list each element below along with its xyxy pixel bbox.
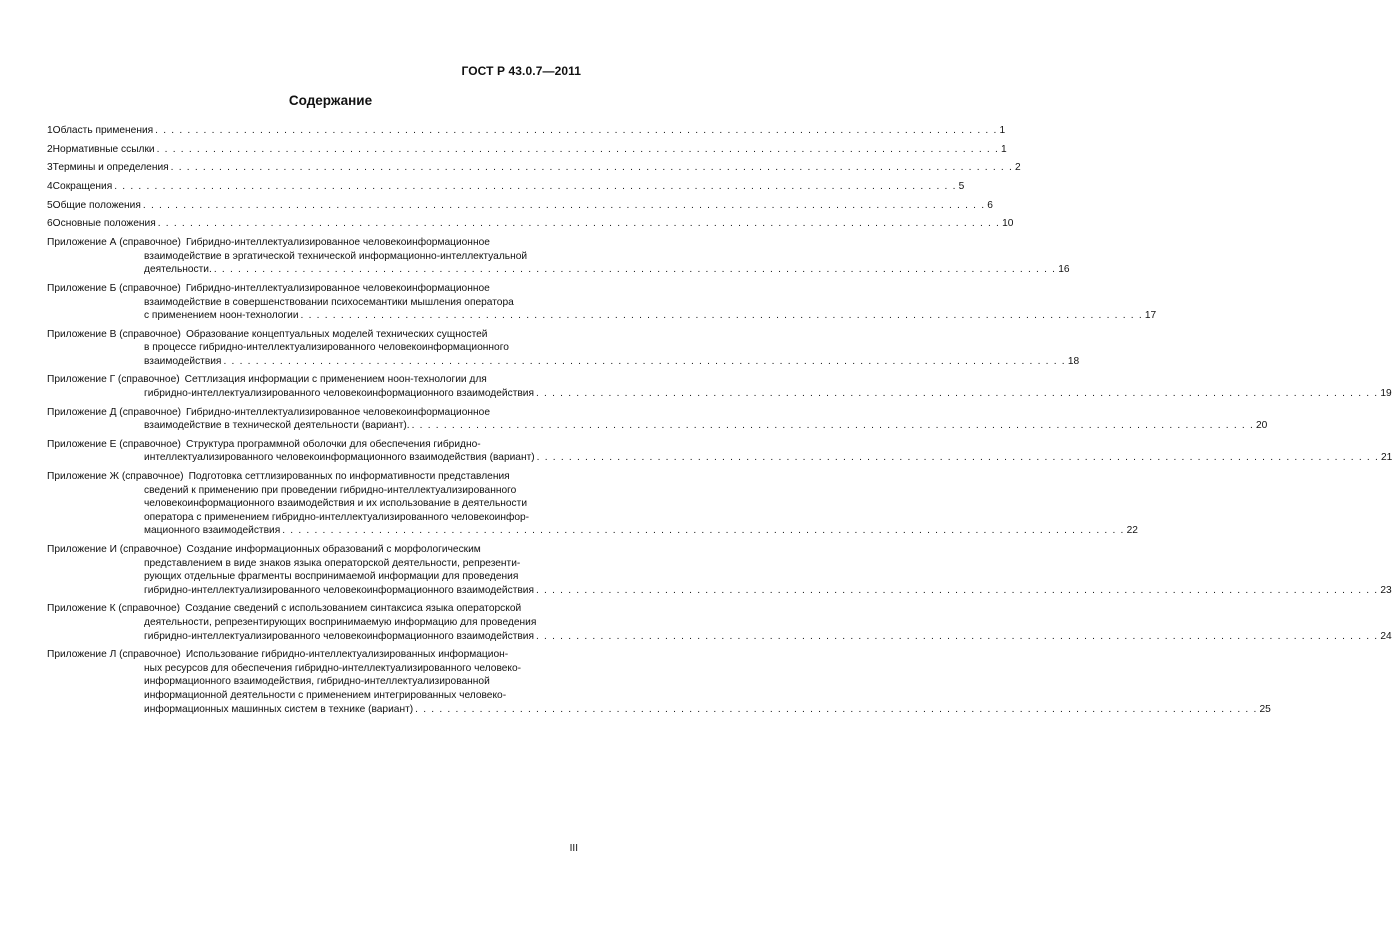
- standard-designation: ГОСТ Р 43.0.7—2011: [461, 64, 581, 78]
- appendix-title-line: мационного взаимодействия: [144, 525, 281, 537]
- toc-appendix-d[interactable]: [47, 406, 1268, 433]
- toc-page: 23: [1380, 584, 1392, 596]
- toc-number: 6: [47, 218, 53, 230]
- toc-title: Область применения: [52, 125, 154, 136]
- toc-entry-5[interactable]: [47, 199, 993, 213]
- toc-page: 1: [1000, 143, 1007, 155]
- toc-leader: . . . . . . . . . . . . . . . . . . . . . . . . . . . . . . . . . . . . . . . . . . . . . . . . . . . . . . . . . . . . . . . . . . . . . . . . . . . . . . . . . . . . . . . . . . . . . . . . . . . . . . . . .: [157, 218, 1001, 230]
- toc-appendix-b[interactable]: [47, 282, 1157, 323]
- appendix-title-line: Создание сведений с использованием синтаксиса языка операторской: [185, 603, 522, 615]
- toc-page: 24: [1380, 630, 1392, 642]
- toc-page: 22: [1126, 525, 1138, 537]
- toc-page: 25: [1259, 703, 1271, 715]
- appendix-title-line: интеллектуализированного человекоинформационного взаимодействия (вариант): [144, 452, 535, 464]
- toc-page: 10: [1002, 218, 1014, 230]
- page-title: Содержание: [288, 93, 373, 108]
- appendix-label: Приложение Е (справочное): [47, 438, 181, 450]
- appendix-label: Приложение Л (справочное): [47, 649, 181, 661]
- appendix-title-line: Создание информационных образований с морфологическим: [186, 544, 481, 555]
- toc-entry-4[interactable]: [47, 180, 965, 194]
- toc-title: Основные положения: [52, 218, 156, 230]
- toc-number: 4: [47, 181, 53, 193]
- toc-number: 3: [47, 162, 53, 174]
- appendix-title-line: с применением ноон-технологии: [144, 310, 299, 322]
- toc-number: 1: [47, 125, 53, 136]
- toc-page: 16: [1058, 264, 1070, 276]
- toc-appendix-i[interactable]: [47, 543, 1392, 597]
- toc-appendix-k[interactable]: [47, 602, 1392, 643]
- appendix-title-line: деятельности.: [144, 264, 212, 276]
- toc-entry-1[interactable]: [47, 124, 1006, 138]
- toc-leader: . . . . . . . . . . . . . . . . . . . . . . . . . . . . . . . . . . . . . . . . . . . . . . . . . . . . . . . . . . . . . . . . . . . . . . . . . . . . . . . . . . . . . . . . . . . . . . . . . . . . . . . . .: [535, 584, 1379, 596]
- appendix-title-line: взаимодействие в технической деятельности (вариант).: [144, 420, 410, 432]
- appendix-title-line: человекоинформационного взаимодействия и их использование в деятельности: [144, 498, 528, 510]
- toc-leader: . . . . . . . . . . . . . . . . . . . . . . . . . . . . . . . . . . . . . . . . . . . . . . . . . . . . . . . . . . . . . . . . . . . . . . . . . . . . . . . . . . . . . . . . . . . . . . . . . . . . . . . . .: [536, 452, 1380, 464]
- toc-title: Сокращения: [52, 181, 113, 193]
- toc-page: 21: [1381, 452, 1392, 464]
- appendix-title-line: Гибридно-интеллектуализированное человекоинформационное: [186, 406, 490, 418]
- table-of-contents: [47, 124, 1392, 721]
- toc-leader: . . . . . . . . . . . . . . . . . . . . . . . . . . . . . . . . . . . . . . . . . . . . . . . . . . . . . . . . . . . . . . . . . . . . . . . . . . . . . . . . . . . . . . . . . . . . . . . . . . . . . . . . .: [535, 630, 1379, 642]
- appendix-title-line: взаимодействия: [144, 355, 222, 367]
- appendix-title-line: Подготовка сеттлизированных по информативности представления: [188, 471, 510, 483]
- toc-leader: . . . . . . . . . . . . . . . . . . . . . . . . . . . . . . . . . . . . . . . . . . . . . . . . . . . . . . . . . . . . . . . . . . . . . . . . . . . . . . . . . . . . . . . . . . . . . . . . . . . . . . . . .: [156, 143, 999, 155]
- toc-leader: . . . . . . . . . . . . . . . . . . . . . . . . . . . . . . . . . . . . . . . . . . . . . . . . . . . . . . . . . . . . . . . . . . . . . . . . . . . . . . . . . . . . . . . . . . . . . . . . . . . . . . . . .: [213, 264, 1057, 276]
- toc-appendix-l[interactable]: [47, 648, 1271, 716]
- toc-page: 18: [1067, 355, 1080, 367]
- toc-page: 5: [958, 181, 965, 193]
- toc-leader: . . . . . . . . . . . . . . . . . . . . . . . . . . . . . . . . . . . . . . . . . . . . . . . . . . . . . . . . . . . . . . . . . . . . . . . . . . . . . . . . . . . . . . . . . . . . . . . . . . . . . . . . .: [535, 388, 1379, 400]
- toc-entry-3[interactable]: [47, 161, 1021, 175]
- toc-page: 1: [999, 125, 1006, 136]
- appendix-label: Приложение Ж (справочное): [47, 471, 184, 483]
- toc-appendix-zh[interactable]: [47, 470, 1138, 538]
- appendix-label: Приложение Б (справочное): [47, 282, 181, 294]
- appendix-label: Приложение В (справочное): [47, 328, 181, 340]
- appendix-title-line: гибридно-интеллектуализированного человекоинформационного взаимодействия: [144, 584, 534, 596]
- appendix-title-line: Использование гибридно-интеллектуализированных информацион-: [185, 649, 509, 661]
- appendix-title-line: информационной деятельности с применением интегрированных человеко-: [144, 689, 507, 701]
- page-number: III: [569, 843, 578, 854]
- toc-page: 20: [1255, 420, 1268, 432]
- appendix-title-line: Гибридно-интеллектуализированное человекоинформационное: [185, 237, 490, 249]
- toc-title: Нормативные ссылки: [52, 143, 155, 155]
- toc-appendix-v[interactable]: [47, 328, 1080, 369]
- toc-number: 2: [47, 143, 53, 155]
- toc-leader: . . . . . . . . . . . . . . . . . . . . . . . . . . . . . . . . . . . . . . . . . . . . . . . . . . . . . . . . . . . . . . . . . . . . . . . . . . . . . . . . . . . . . . . . . . . . . . . . . . . . . . . . .: [114, 181, 957, 193]
- toc-leader: . . . . . . . . . . . . . . . . . . . . . . . . . . . . . . . . . . . . . . . . . . . . . . . . . . . . . . . . . . . . . . . . . . . . . . . . . . . . . . . . . . . . . . . . . . . . . . . . . . . . . . . . .: [300, 310, 1143, 322]
- appendix-title-line: Образование концептуальных моделей технических сущностей: [185, 328, 488, 340]
- toc-entry-6[interactable]: [47, 217, 1014, 231]
- toc-appendix-g[interactable]: [47, 373, 1392, 400]
- toc-number: 5: [47, 199, 53, 211]
- appendix-label: Приложение Г (справочное): [47, 374, 180, 386]
- appendix-title-line: ных ресурсов для обеспечения гибридно-интеллектуализированного человеко-: [144, 662, 522, 674]
- appendix-title-line: информационных машинных систем в технике (вариант): [144, 703, 414, 715]
- appendix-title-line: гибридно-интеллектуализированного человекоинформационного взаимодействия: [144, 388, 534, 400]
- appendix-title-line: деятельности, репрезентирующих воспринимаемую информацию для проведения: [144, 616, 537, 628]
- toc-leader: . . . . . . . . . . . . . . . . . . . . . . . . . . . . . . . . . . . . . . . . . . . . . . . . . . . . . . . . . . . . . . . . . . . . . . . . . . . . . . . . . . . . . . . . . . . . . . . . . . . . . . . . .: [142, 199, 986, 211]
- toc-page: 19: [1380, 388, 1392, 400]
- appendix-title-line: Структура программной оболочки для обеспечения гибридно-: [185, 438, 481, 450]
- toc-leader: . . . . . . . . . . . . . . . . . . . . . . . . . . . . . . . . . . . . . . . . . . . . . . . . . . . . . . . . . . . . . . . . . . . . . . . . . . . . . . . . . . . . . . . . . . . . . . . . . . . . . . . . .: [223, 355, 1066, 367]
- toc-title: Термины и определения: [52, 162, 169, 174]
- appendix-title-line: Сеттлизация информации с применением ноон-технологии для: [184, 374, 487, 386]
- toc-page: 6: [987, 199, 993, 211]
- appendix-title-line: гибридно-интеллектуализированного человекоинформационного взаимодействия: [144, 630, 534, 642]
- toc-title: Общие положения: [52, 199, 141, 211]
- appendix-title-line: в процессе гибридно-интеллектуализированного человекоинформационного: [144, 342, 509, 354]
- toc-page: 2: [1015, 162, 1021, 174]
- appendix-title-line: рующих отдельные фрагменты воспринимаемой информации для проведения: [144, 571, 519, 583]
- appendix-title-line: представлением в виде знаков языка операторской деятельности, репрезенти-: [144, 557, 521, 569]
- appendix-label: Приложение А (справочное): [47, 237, 181, 249]
- toc-leader: . . . . . . . . . . . . . . . . . . . . . . . . . . . . . . . . . . . . . . . . . . . . . . . . . . . . . . . . . . . . . . . . . . . . . . . . . . . . . . . . . . . . . . . . . . . . . . . . . . . . . . . . .: [155, 125, 998, 136]
- toc-leader: . . . . . . . . . . . . . . . . . . . . . . . . . . . . . . . . . . . . . . . . . . . . . . . . . . . . . . . . . . . . . . . . . . . . . . . . . . . . . . . . . . . . . . . . . . . . . . . . . . . . . . . . .: [170, 162, 1014, 174]
- appendix-title-line: Гибридно-интеллектуализированное человекоинформационное: [185, 282, 490, 294]
- toc-leader: . . . . . . . . . . . . . . . . . . . . . . . . . . . . . . . . . . . . . . . . . . . . . . . . . . . . . . . . . . . . . . . . . . . . . . . . . . . . . . . . . . . . . . . . . . . . . . . . . . . . . . . . .: [411, 420, 1254, 432]
- appendix-title-line: информационного взаимодействия, гибридно-интеллектуализированной: [144, 676, 490, 688]
- appendix-title-line: сведений к применению при проведении гибридно-интеллектуализированного: [144, 484, 517, 496]
- toc-appendix-e[interactable]: [47, 438, 1392, 465]
- appendix-title-line: взаимодействие в эргатической технической информационно-интеллектуальной: [144, 250, 528, 262]
- toc-page: 17: [1144, 310, 1157, 322]
- toc-entry-2[interactable]: [47, 143, 1007, 157]
- appendix-label: Приложение К (справочное): [47, 603, 181, 615]
- toc-leader: . . . . . . . . . . . . . . . . . . . . . . . . . . . . . . . . . . . . . . . . . . . . . . . . . . . . . . . . . . . . . . . . . . . . . . . . . . . . . . . . . . . . . . . . . . . . . . . . . . . . . . . . .: [415, 703, 1258, 715]
- toc-leader: . . . . . . . . . . . . . . . . . . . . . . . . . . . . . . . . . . . . . . . . . . . . . . . . . . . . . . . . . . . . . . . . . . . . . . . . . . . . . . . . . . . . . . . . . . . . . . . . . . . . . . . . .: [282, 525, 1125, 537]
- appendix-label: Приложение И (справочное): [47, 544, 182, 555]
- appendix-label: Приложение Д (справочное): [47, 406, 182, 418]
- toc-appendix-a[interactable]: [47, 236, 1070, 277]
- appendix-title-line: взаимодействие в совершенствовании психосемантики мышления оператора: [144, 296, 514, 308]
- appendix-title-line: оператора с применением гибридно-интеллектуализированного человекоинфор-: [144, 511, 530, 523]
